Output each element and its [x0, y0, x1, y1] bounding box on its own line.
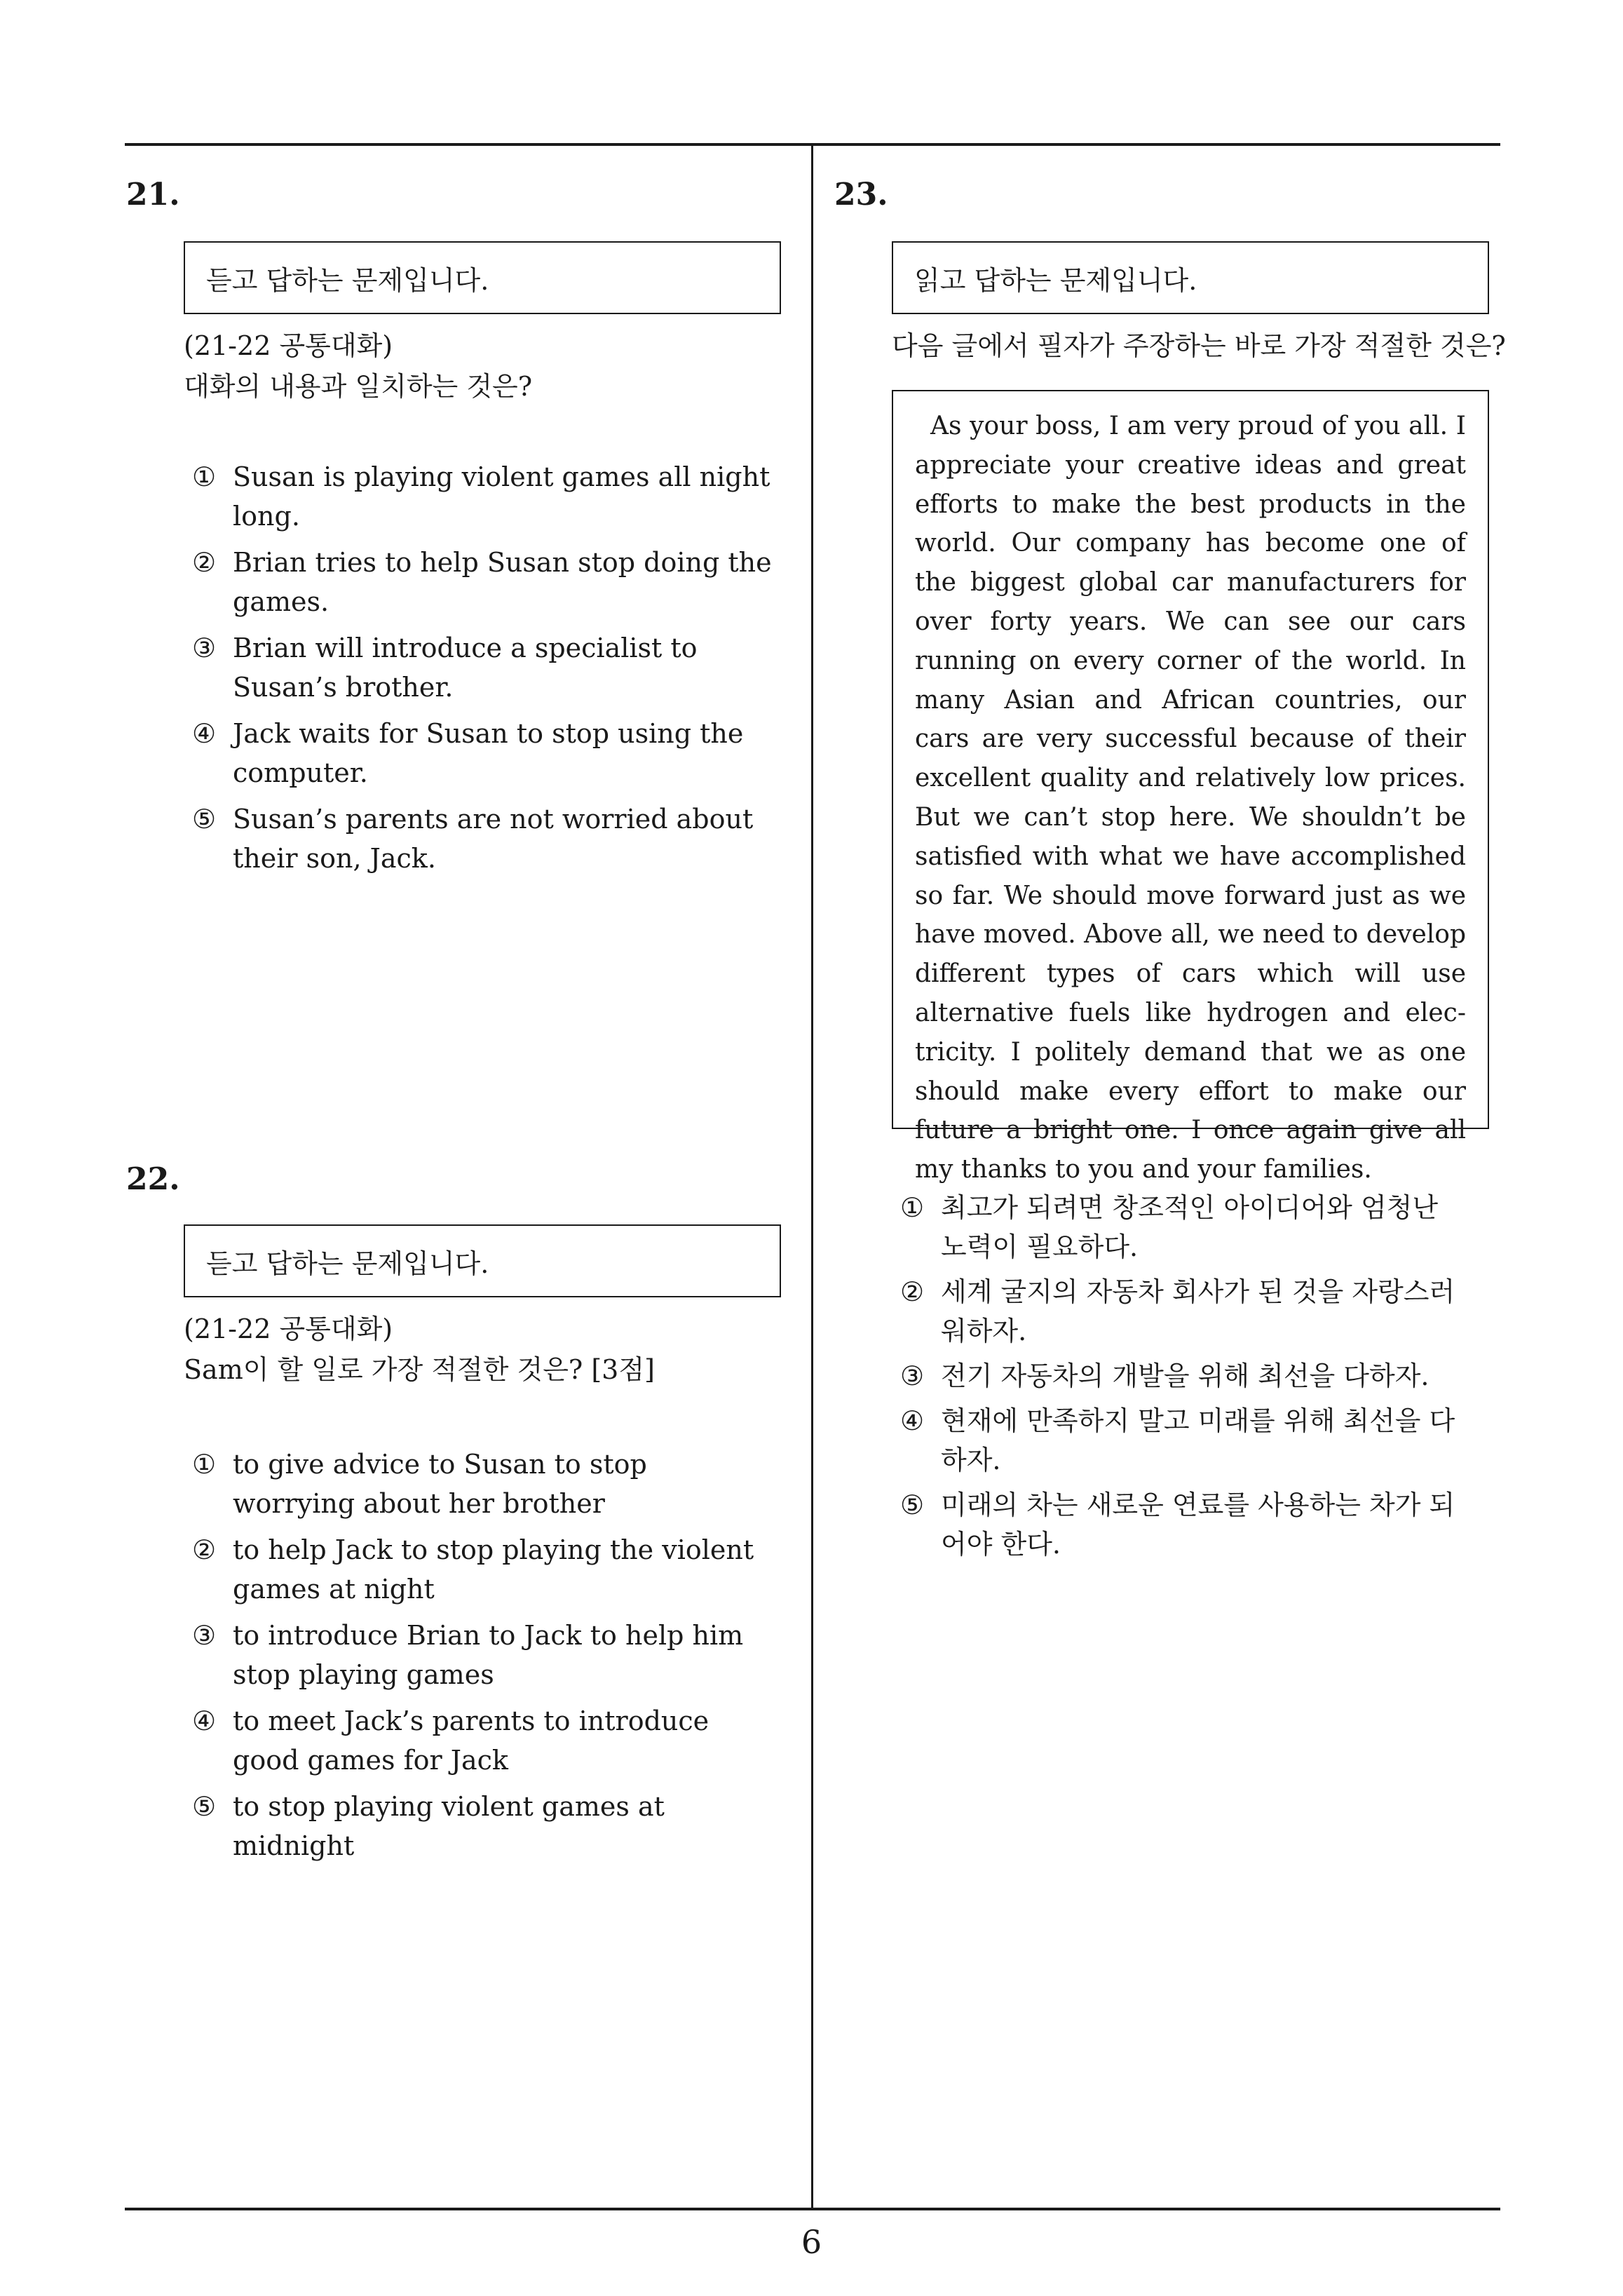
question-22-choices — [192, 1445, 774, 1872]
choice-text: 전기 자동차의 개발을 위해 최선을 다하자. — [941, 1360, 1430, 1391]
choice-2[interactable] — [900, 1272, 1461, 1351]
choice-number: ④ — [192, 1706, 217, 1736]
choice-number: ① — [192, 461, 217, 492]
choice-3[interactable] — [192, 1616, 774, 1694]
bottom-rule — [125, 2208, 1500, 2210]
choice-number: ③ — [192, 633, 217, 663]
question-22-number: 22. — [126, 1161, 180, 1197]
choice-4[interactable] — [192, 1701, 774, 1780]
column-divider — [811, 144, 813, 2209]
choice-number: ③ — [192, 1620, 217, 1651]
choice-5[interactable] — [192, 799, 789, 878]
choice-2[interactable] — [192, 1530, 774, 1609]
choice-number: ② — [192, 1534, 217, 1565]
choice-5[interactable] — [900, 1485, 1461, 1564]
choice-text: to help Jack to stop playing the violent games at night — [233, 1534, 754, 1605]
choice-text: 현재에 만족하지 말고 미래를 위해 최선을 다하자. — [941, 1405, 1455, 1475]
choice-2[interactable] — [192, 543, 789, 621]
choice-text: to give advice to Susan to stop worrying about her brother — [233, 1449, 647, 1519]
choice-number: ② — [900, 1276, 925, 1307]
question-23-number: 23. — [834, 177, 888, 212]
choice-text: to introduce Brian to Jack to help him stop playing games — [233, 1620, 744, 1690]
choice-1[interactable] — [900, 1188, 1461, 1267]
question-22-question: Sam이 할 일로 가장 적절한 것은? [3점] — [184, 1354, 655, 1385]
choice-number: ② — [192, 547, 217, 578]
question-23-passage: As your boss, I am very proud of you all. I appreciate your creative ideas and great efforts to make the best products in the world. Our company has become one of the biggest global car manufacturers for over forty years. We can see our cars running on every corner of the world. In many Asian and African countries, our cars are very successful because of their excellent quality and relatively low prices. But we can’t stop here. We shouldn’t be satisfied with what we have accomplished so far. We should move forward just as we have moved. Above all, we need to develop different types of cars which will use alternative fuels like hydrogen and electricity. I politely demand that we as one should make every effort to make our future a bright one. I once again give all my thanks to you and your families. — [892, 390, 1489, 1129]
choice-3[interactable] — [900, 1356, 1461, 1396]
question-22-tag: (21-22 공통대화) — [184, 1314, 393, 1344]
question-22-instruction: 듣고 답하는 문제입니다. — [206, 1248, 489, 1279]
question-22-prompt — [184, 1309, 655, 1390]
choice-number: ① — [900, 1192, 925, 1223]
choice-4[interactable] — [900, 1401, 1461, 1480]
page-number: 6 — [801, 2223, 822, 2261]
choice-text: Brian tries to help Susan stop doing the games. — [233, 547, 772, 617]
question-23-instruction-box — [892, 241, 1489, 314]
choice-number: ④ — [900, 1405, 925, 1436]
choice-number: ⑤ — [192, 804, 217, 835]
choice-number: ① — [192, 1449, 217, 1480]
question-23-question: 다음 글에서 필자가 주장하는 바로 가장 적절한 것은? — [892, 330, 1506, 361]
question-23-choices — [900, 1188, 1461, 1569]
choice-text: Brian will introduce a specialist to Susan’s brother. — [233, 633, 698, 703]
choice-3[interactable] — [192, 628, 789, 707]
choice-text: 미래의 차는 새로운 연료를 사용하는 차가 되어야 한다. — [941, 1490, 1455, 1560]
choice-number: ④ — [192, 718, 217, 749]
choice-text: 세계 굴지의 자동차 회사가 된 것을 자랑스러워하자. — [941, 1276, 1455, 1346]
choice-text: to stop playing violent games at midnight — [233, 1791, 665, 1861]
question-22-instruction-box — [184, 1224, 781, 1297]
question-21-choices — [192, 457, 789, 885]
choice-1[interactable] — [192, 1445, 774, 1523]
question-23-instruction: 읽고 답하는 문제입니다. — [914, 264, 1197, 296]
question-21-instruction-box — [184, 241, 781, 314]
choice-number: ③ — [900, 1360, 925, 1391]
choice-4[interactable] — [192, 714, 789, 792]
question-21-prompt — [184, 325, 532, 407]
choice-1[interactable] — [192, 457, 789, 536]
choice-text: Susan’s parents are not worried about their son, Jack. — [233, 804, 754, 874]
choice-number: ⑤ — [900, 1490, 925, 1520]
question-21-question: 대화의 내용과 일치하는 것은? — [184, 371, 533, 402]
question-21-tag: (21-22 공통대화) — [184, 330, 393, 361]
choice-number: ⑤ — [192, 1791, 217, 1822]
choice-text: Jack waits for Susan to stop using the computer. — [233, 718, 744, 788]
choice-5[interactable] — [192, 1787, 774, 1865]
choice-text: to meet Jack’s parents to introduce good games for Jack — [233, 1706, 709, 1776]
choice-text: Susan is playing violent games all night long. — [233, 461, 770, 532]
choice-text: 최고가 되려면 창조적인 아이디어와 엄청난 노력이 필요하다. — [941, 1192, 1439, 1262]
question-21-number: 21. — [126, 177, 180, 212]
question-21-instruction: 듣고 답하는 문제입니다. — [206, 264, 489, 296]
